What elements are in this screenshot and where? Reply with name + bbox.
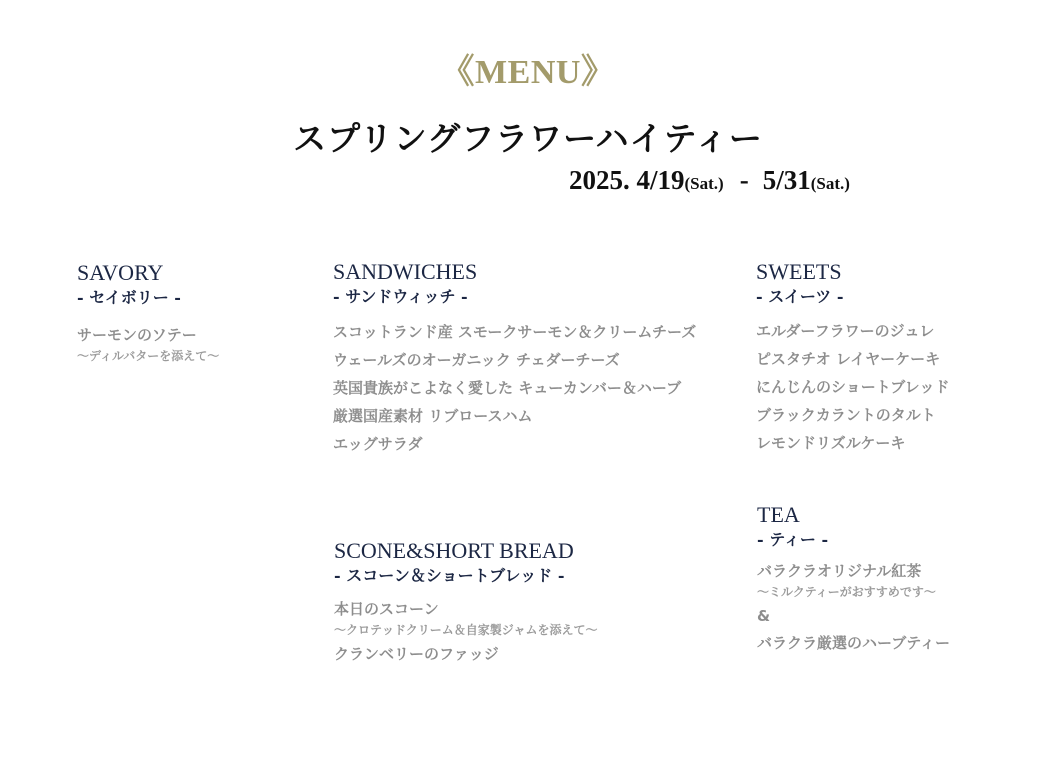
tea-item: バラクラ厳選のハーブティー	[757, 634, 951, 652]
scone-item-list	[334, 597, 598, 669]
scone-section	[334, 539, 598, 669]
scone-item: クランベリーのファッジ	[334, 645, 499, 663]
savory-item-note: ～ディルバターを添えて～	[77, 349, 220, 363]
sweets-item-list	[756, 317, 950, 457]
sweets-section	[756, 260, 950, 457]
sandwiches-item: 厳選国産素材 リブロースハム	[333, 407, 533, 425]
tea-connector: &	[757, 607, 771, 625]
sweets-item: にんじんのショートブレッド	[756, 378, 950, 396]
sandwiches-item: スコットランド産 スモークサーモン＆クリームチーズ	[333, 323, 697, 341]
savory-subtitle: - セイボリー -	[77, 288, 181, 307]
scone-item: 本日のスコーン	[334, 600, 439, 618]
sweets-item: レモンドリズルケーキ	[756, 434, 906, 452]
tea-subtitle: - ティー -	[757, 530, 829, 549]
sweets-title: SWEETS	[756, 259, 842, 284]
scone-item-note: ～クロテッドクリーム＆自家製ジャムを添えて～	[334, 623, 598, 637]
event-period	[569, 165, 850, 196]
tea-section	[757, 503, 950, 655]
savory-item-list	[77, 323, 219, 365]
tea-item-list	[757, 559, 950, 655]
tea-item: バラクラオリジナル紅茶	[757, 562, 922, 580]
scone-subtitle: - スコーン＆ショートブレッド -	[334, 566, 565, 585]
sweets-subtitle: - スイーツ -	[756, 287, 844, 306]
sweets-item: ピスタチオ レイヤーケーキ	[756, 350, 941, 368]
sandwiches-title: SANDWICHES	[333, 259, 478, 284]
page-title: スプリングフラワーハイティー	[293, 119, 763, 158]
sandwiches-section	[333, 260, 696, 458]
period-end-day: (Sat.)	[810, 174, 850, 193]
savory-item: サーモンのソテー	[77, 326, 197, 344]
savory-section	[77, 261, 219, 365]
period-dash: -	[739, 165, 749, 195]
sandwiches-item-list	[333, 318, 696, 458]
scone-title: SCONE&SHORT BREAD	[334, 538, 574, 563]
sweets-item: ブラックカラントのタルト	[756, 406, 936, 424]
savory-title: SAVORY	[77, 260, 164, 285]
tea-title: TEA	[757, 502, 800, 527]
period-start-day: (Sat.)	[684, 174, 724, 193]
menu-label: 《MENU》	[440, 54, 616, 91]
sandwiches-item: ウェールズのオーガニック チェダーチーズ	[333, 351, 620, 369]
tea-item-note: ～ミルクティーがおすすめです～	[757, 585, 936, 599]
sandwiches-item: エッグサラダ	[333, 435, 423, 453]
sweets-item: エルダーフラワーのジュレ	[756, 322, 935, 340]
sandwiches-item: 英国貴族がこよなく愛した キューカンバー＆ハーブ	[333, 379, 682, 397]
period-start-date: 2025. 4/19	[569, 165, 685, 195]
sandwiches-subtitle: - サンドウィッチ -	[333, 287, 468, 306]
period-end-date: 5/31	[762, 165, 811, 195]
